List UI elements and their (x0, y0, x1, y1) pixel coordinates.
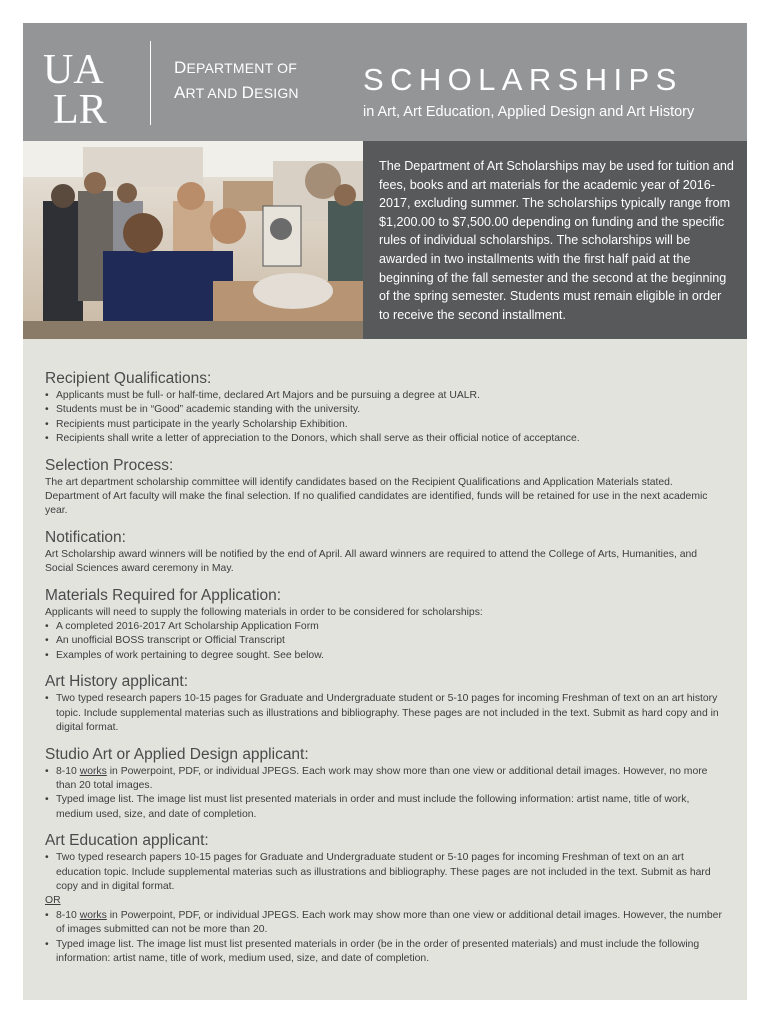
intro-text: The Department of Art Scholarships may be used for tuition and fees, books and art materials for the academic year of 2016-2017, excluding summer. The scholarships typically range from $1,200.00 to $7,500.00 depending on funding and the specific rules of individual scholarships. The scholarships will be awarded in two installments with the first half paid at the beginning of the fall semester and the second at the beginning of the spring semester. Students must remain eligible in order to receive the second installment. (379, 159, 734, 322)
list-item: • Typed image list. The image list must list presented materials in order (be in the order of presented materials) and must include the following information: artist name, title of work, medium used, size, and date of completion. (45, 938, 725, 967)
scholarship-flyer (23, 23, 747, 1000)
list-item: • A completed 2016-2017 Art Scholarship Application Form (45, 620, 725, 634)
materials-list (45, 620, 725, 663)
selection-process-section (45, 456, 725, 519)
logo-divider (150, 41, 151, 125)
list-item: • Students must be in “Good” academic standing with the university. (45, 403, 725, 417)
svg-text:UA: UA (43, 47, 104, 93)
list-item: • Two typed research papers 10-15 pages for Graduate and Undergraduate student or 5-10 pages for incoming Freshman of text on an art education topic. Include supplemental materias such as illustrations and bibliography. These pages are not included in the text. Submit as hard copy and in digital format. (45, 851, 725, 894)
list-item: • An unofficial BOSS transcript or Official Transcript (45, 634, 725, 648)
svg-text:LR: LR (53, 87, 107, 127)
notification-section (45, 528, 725, 577)
section-title: Recipient Qualifications: (45, 370, 212, 387)
department-name: DEPARTMENT OF ART AND DESIGN (174, 58, 299, 102)
header-banner (23, 23, 747, 141)
list-item: • Applicants must be full- or half-time, declared Art Majors and be pursuing a degree at UALR. (45, 389, 725, 403)
section-title: Selection Process: (45, 456, 174, 474)
art-history-list (45, 692, 725, 735)
art-education-list-alt (45, 909, 725, 967)
list-item: • 8-10 works in Powerpoint, PDF, or individual JPEGS. Each work may show more than one view or additional detail images. However, no more than 20 total images. (45, 765, 725, 794)
section-text: The art department scholarship committee will identify candidates based on the Recipient Qualifications and Application Materials stated. Department of Art faculty will make the final selection. If no qualified candidates are identified, funds will be retained for use in the next academic year. (45, 476, 708, 517)
art-education-list (45, 851, 725, 894)
materials-section (45, 586, 725, 664)
intro-panel (363, 141, 747, 339)
list-item: • Typed image list. The image list must list presented materials in order and must include the following information: artist name, title of work, medium used, size, and date of completion. (45, 793, 725, 822)
section-title: Studio Art or Applied Design applicant: (45, 745, 309, 763)
studio-art-section (45, 745, 725, 823)
qualifications-list (45, 389, 725, 447)
list-item: • Examples of work pertaining to degree sought. See below. (45, 649, 725, 663)
list-item: • Recipients must participate in the yearly Scholarship Exhibition. (45, 418, 725, 432)
list-item: • 8-10 works in Powerpoint, PDF, or individual JPEGS. Each work may show more than one view or additional detail images. However, the number of images submitted can not be more than 20. (45, 909, 725, 938)
main-content (45, 369, 725, 966)
list-item: • Recipients shall write a letter of appreciation to the Donors, which shall serve as their official notice of acceptance. (45, 432, 725, 446)
section-title: Materials Required for Application: (45, 586, 282, 604)
recipient-qualifications-section (45, 369, 725, 447)
section-title: Art Education applicant: (45, 832, 209, 850)
section-title: Notification: (45, 528, 126, 546)
section-text: Applicants will need to supply the following materials in order to be considered for scholarships: (45, 606, 483, 618)
page-title: SCHOLARSHIPS (363, 62, 683, 97)
ualr-logo (41, 43, 131, 127)
section-text: Art Scholarship award winners will be notified by the end of April. All award winners are required to attend the College of Arts, Humanities, and Social Sciences award ceremony in May. (45, 548, 698, 575)
studio-list (45, 765, 725, 823)
section-title: Art History applicant: (45, 673, 188, 691)
or-label: OR (45, 895, 61, 907)
art-history-section (45, 672, 725, 735)
list-item: • Two typed research papers 10-15 pages for Graduate and Undergraduate student or 5-10 pages for incoming Freshman of text on an art history topic. Include supplemental materias such as illustrations and bibliography. These pages are not included in the text. Submit as hard copy and in digital format. (45, 692, 725, 735)
classroom-photo (23, 141, 363, 339)
page-subtitle: in Art, Art Education, Applied Design and Art History (363, 104, 695, 120)
art-education-section (45, 831, 725, 966)
